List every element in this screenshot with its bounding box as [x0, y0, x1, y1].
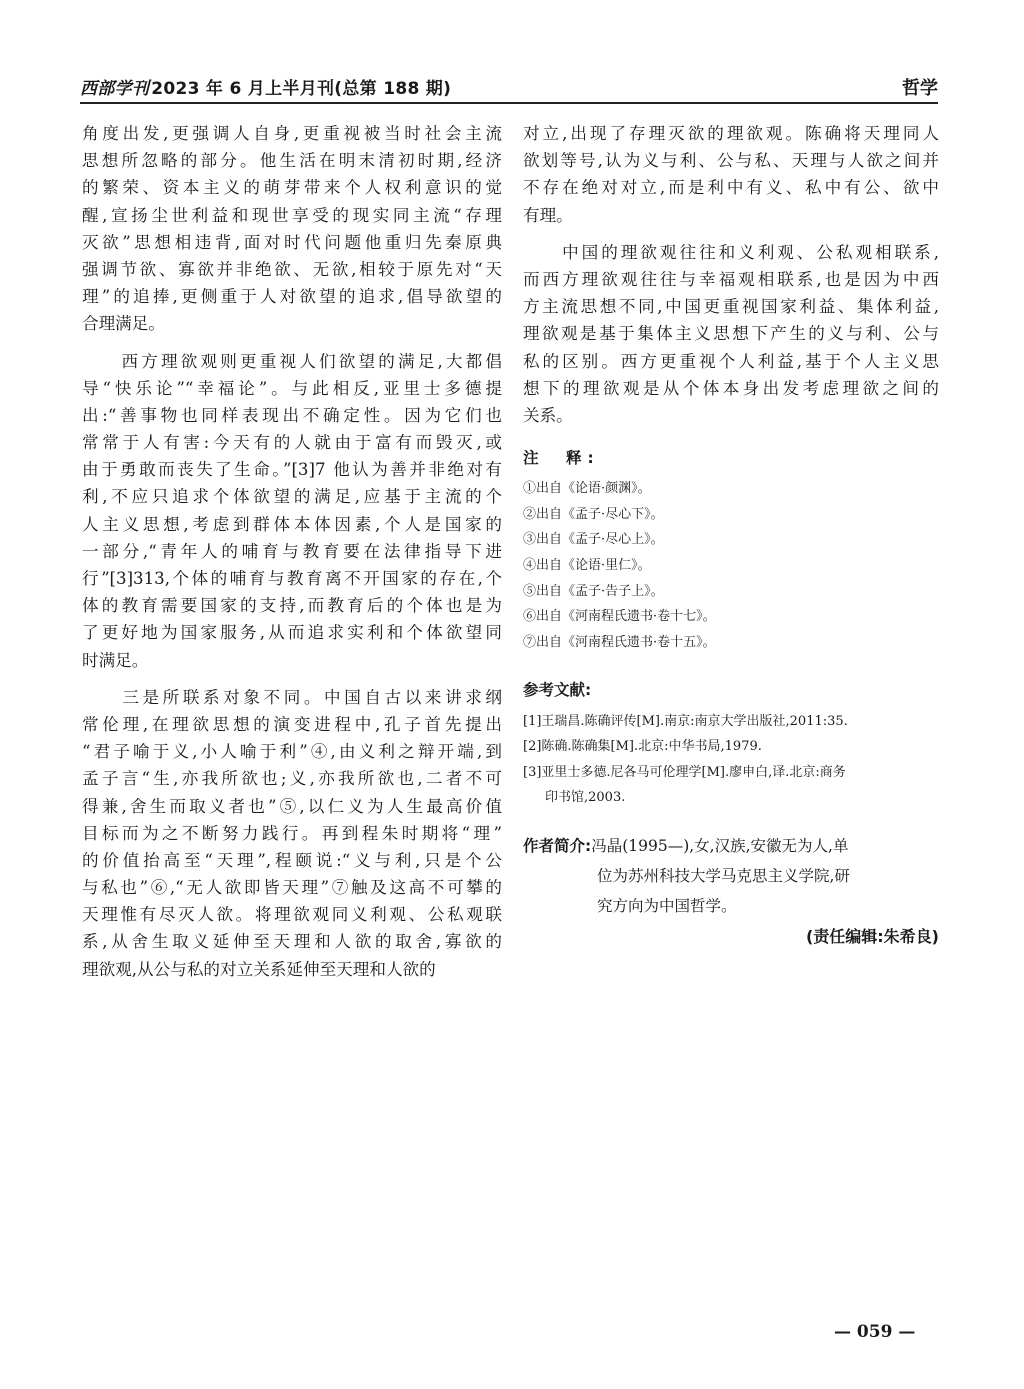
note-item: ⑥出自《河南程氏遗书·卷十七》。: [523, 609, 716, 625]
body-text-line: 一部分,“青年人的哺育与教育要在法律指导下进: [82, 541, 502, 561]
body-text-line: 理”的追捧,更侧重于人对欲望的追求,倡导欲望的: [82, 287, 502, 307]
note-item: ③出自《孟子·尽心上》。: [523, 532, 664, 548]
author-bio: [523, 831, 939, 921]
right-column-body: [523, 120, 939, 429]
body-text-line: 角度出发,更强调人自身,更重视被当时社会主流: [82, 124, 502, 143]
author-text: 冯晶(1995—),女,汉族,安徽无为人,单: [591, 837, 849, 855]
left-column: [82, 120, 502, 983]
body-text-line: 思想所忽略的部分。他生活在明末清初时期,经济: [82, 151, 502, 171]
paragraph-gap: [82, 674, 502, 684]
journal-issue: [80, 74, 451, 99]
journal-logo: 西部学刊: [80, 79, 150, 99]
body-text-line: 孟子言“生,亦我所欲也;义,亦我所欲也,二者不可: [82, 769, 502, 789]
body-text-line: 体的教育需要国家的支持,而教育后的个体也是为: [82, 596, 502, 616]
notes-title: 注 释:: [523, 449, 600, 468]
body-text-line: 三是所联系对象不同。中国自古以来讲求纲: [82, 687, 502, 707]
body-text-line: 西方理欲观则更重视人们欲望的满足,大都倡: [82, 351, 502, 371]
section-label: 哲学: [902, 78, 938, 99]
body-text-line: 得兼,舍生而取义者也”⑤,以仁义为人生最高价值: [82, 796, 502, 816]
author-line: 位为苏州科技大学马克思主义学院,研: [597, 867, 850, 885]
body-text-line: 与私也”⑥,“无人欲即皆天理”⑦触及这高不可攀的: [82, 878, 502, 898]
responsible-editor: (责任编辑:朱希良): [805, 927, 939, 946]
author-line: [523, 831, 939, 861]
note-item: ②出自《孟子·尽心下》。: [523, 506, 664, 522]
body-text-line: 醒,宣扬尘世利益和现世享受的现实同主流“存理: [82, 205, 502, 225]
body-text-line: 天理惟有尽灭人欲。将理欲观同义利观、公私观联: [82, 905, 502, 925]
body-text-line: 利,不应只追求个体欲望的满足,应基于主流的个: [82, 487, 502, 507]
paragraph-gap: [82, 338, 502, 348]
notes-list: [523, 476, 939, 655]
page-number: — 059 —: [834, 1322, 916, 1342]
body-text-line: 人主义思想,考虑到群体本体因素,个人是国家的: [82, 514, 502, 534]
body-text-line: 理欲观是基于集体主义思想下产生的义与利、公与: [523, 324, 939, 344]
body-text-line: 目标而为之不断努力践行。再到程朱时期将“理”: [82, 823, 502, 843]
header-rule: [80, 102, 938, 104]
body-text-line: 导“快乐论”“幸福论”。与此相反,亚里士多德提: [82, 378, 502, 398]
body-text-line: “君子喻于义,小人喻于利”④,由义利之辩开端,到: [82, 742, 502, 762]
author-line: 究方向为中国哲学。: [597, 897, 737, 915]
body-text-line: 常常于人有害:今天有的人就由于富有而毁灭,或: [82, 433, 502, 453]
author-label: 作者简介:: [523, 837, 592, 855]
note-item: ①出自《论语·颜渊》。: [523, 481, 651, 497]
body-text-line: 常伦理,在理欲思想的演变进程中,孔子首先提出: [82, 714, 502, 734]
body-text-line: 强调节欲、寡欲并非绝欲、无欲,相较于原先对“天: [82, 259, 502, 279]
body-text-line: 私的区别。西方更重视个人利益,基于个人主义思: [523, 351, 939, 371]
reference-item: [3]亚里士多德.尼各马可伦理学[M].廖申白,译.北京:商务: [523, 764, 846, 780]
body-text-line: 的繁荣、资本主义的萌芽带来个人权利意识的觉: [82, 178, 502, 198]
body-text-line: 灭欲”思想相违背,面对时代问题他重归先秦原典: [82, 232, 502, 252]
references-list: [523, 709, 939, 811]
reference-item: [2]陈确.陈确集[M].北京:中华书局,1979.: [523, 739, 762, 755]
reference-item: [1]王瑞昌.陈确评传[M].南京:南京大学出版社,2011:35.: [523, 713, 848, 729]
references-title: 参考文献:: [523, 681, 592, 700]
body-text-line: 的价值抬高至“天理”,程颐说:“义与利,只是个公: [82, 850, 502, 870]
note-item: ④出自《论语·里仁》。: [523, 558, 651, 574]
right-column: [523, 120, 939, 950]
body-text-line: 而西方理欲观往往与幸福观相联系,也是因为中西: [523, 269, 939, 289]
body-text-line: 不存在绝对对立,而是利中有义、私中有公、欲中: [523, 178, 939, 198]
body-text-line: 出:“善事物也同样表现出不确定性。因为它们也: [82, 405, 502, 425]
body-text-line: 由于勇敢而丧失了生命。”[3]7 他认为善并非绝对有: [82, 460, 502, 480]
body-text-line: 时满足。: [82, 650, 149, 670]
body-text-line: 系,从舍生取义延伸至天理和人欲的取舍,寡欲的: [82, 932, 502, 952]
body-text-line: 欲划等号,认为义与利、公与私、天理与人欲之间并: [523, 151, 939, 171]
page-header: [80, 70, 938, 104]
body-text-line: 方主流思想不同,中国更重视国家利益、集体利益,: [523, 297, 939, 317]
body-text-line: 合理满足。: [82, 314, 165, 334]
body-text-line: 关系。: [523, 405, 573, 425]
reference-item: 印书馆,2003.: [545, 790, 626, 806]
body-text-line: 行”[3]313,个体的哺育与教育离不开国家的存在,个: [82, 569, 502, 588]
body-text-line: 对立,出现了存理灭欲的理欲观。陈确将天理同人: [523, 124, 939, 143]
body-text-line: 了更好地为国家服务,从而追求实利和个体欲望同: [82, 623, 502, 643]
body-text-line: 有理。: [523, 205, 573, 225]
note-item: ⑦出自《河南程氏遗书·卷十五》。: [523, 634, 716, 650]
note-item: ⑤出自《孟子·告子上》。: [523, 583, 664, 599]
paragraph-gap: [523, 229, 939, 239]
body-text-line: 想下的理欲观是从个体本身出发考虑理欲之间的: [523, 378, 939, 398]
body-text-line: 中国的理欲观往往和义利观、公私观相联系,: [523, 242, 939, 262]
issue-label: 2023 年 6 月上半月刊(总第 188 期): [151, 79, 452, 99]
body-text-line: 理欲观,从公与私的对立关系延伸至天理和人欲的: [82, 959, 436, 979]
